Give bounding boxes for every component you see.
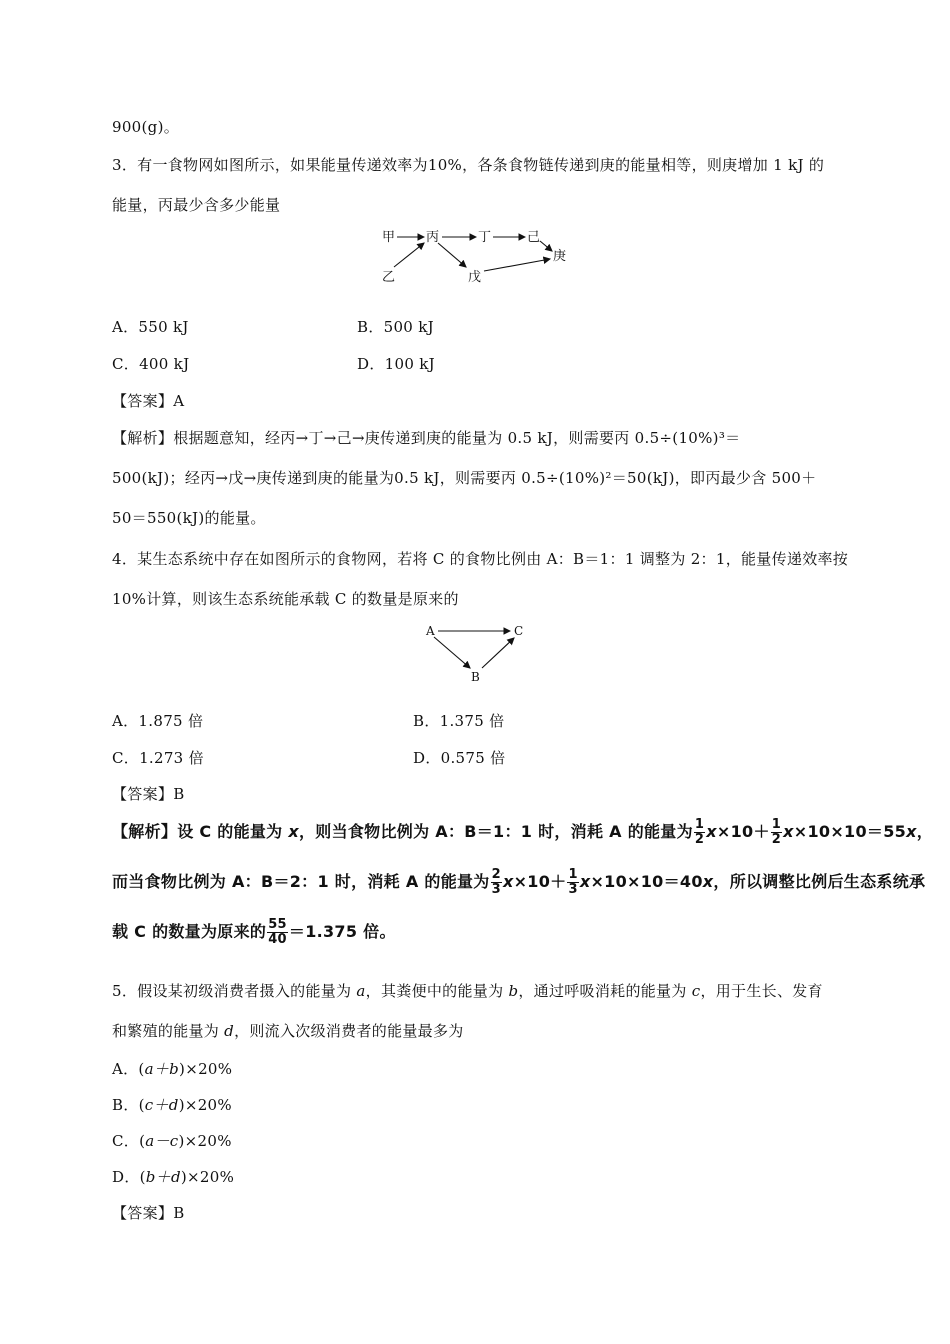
- var-x: x: [502, 872, 514, 891]
- node-c: C: [514, 624, 524, 638]
- opt-text: )×20%: [179, 1060, 233, 1078]
- frac-num: 1: [694, 817, 705, 832]
- q4-analysis-text: ×10＋: [513, 872, 567, 891]
- opt-text: A．(: [112, 1060, 145, 1078]
- var-x: x: [288, 822, 299, 841]
- node-yi: 乙: [382, 270, 396, 285]
- node-ding: 丁: [478, 230, 492, 245]
- frac-num: 55: [268, 917, 287, 932]
- q3-analysis-line3: 50＝550(kJ)的能量。: [112, 509, 266, 527]
- q4-analysis-text: ，: [916, 822, 933, 841]
- q4-analysis-text: ×10＋: [716, 822, 770, 841]
- frac-num: 1: [568, 867, 578, 882]
- var-x: x: [906, 822, 917, 841]
- q5-option-b: [112, 1094, 232, 1115]
- q4-option-d: D．0.575 倍: [413, 749, 506, 767]
- continued-text: 900(g)。: [112, 118, 180, 136]
- node-a: A: [426, 624, 435, 638]
- q3-option-d: D．100 kJ: [357, 355, 435, 373]
- opt-expr: c＋d: [144, 1096, 179, 1114]
- q5-option-c: [112, 1130, 232, 1151]
- opt-text: )×20%: [180, 1168, 235, 1186]
- fraction-two-thirds: [491, 868, 502, 897]
- q3-analysis-line1: 【解析】根据题意知，经丙→丁→己→庚传递到庚的能量为 0.5 kJ，则需要丙 0.5÷(10%)³＝: [112, 429, 741, 447]
- q5-text: ，其粪便中的能量为: [365, 982, 509, 1000]
- fraction-one-third: [567, 868, 578, 897]
- q3-analysis-line2: 500(kJ)；经丙→戊→庚传递到庚的能量为0.5 kJ，则需要丙 0.5÷(10%)²＝50(kJ)，即丙最少含 500＋: [112, 469, 817, 487]
- var-x: x: [706, 822, 717, 841]
- q3-food-web-diagram: [380, 227, 580, 287]
- opt-text: D．(: [112, 1168, 146, 1186]
- var-c: c: [691, 982, 701, 1000]
- var-a: a: [356, 982, 366, 1000]
- opt-text: B．(: [112, 1096, 145, 1114]
- frac-den: 2: [771, 832, 782, 847]
- opt-text: )×20%: [178, 1096, 232, 1114]
- q4-option-c: C．1.273 倍: [112, 749, 204, 767]
- var-x: x: [702, 872, 714, 891]
- q4-analysis-text: ，所以调整比例后生态系统承: [713, 872, 926, 891]
- opt-expr: a＋b: [144, 1060, 180, 1078]
- frac-num: 2: [491, 867, 501, 882]
- var-d: d: [224, 1022, 235, 1040]
- opt-expr: a－c: [145, 1132, 179, 1150]
- q4-analysis-text: ，则当食物比例为 A：B＝1：1 时，消耗 A 的能量为: [298, 822, 693, 841]
- node-wu: 戊: [468, 270, 482, 285]
- q4-analysis-line1: [112, 818, 933, 847]
- q3-answer: 【答案】A: [112, 392, 185, 410]
- node-ji: 己: [527, 230, 541, 245]
- opt-text: )×20%: [178, 1132, 232, 1150]
- q4-food-web-diagram: [424, 621, 534, 685]
- fraction-55-40: [267, 918, 288, 947]
- node-b: B: [471, 670, 480, 684]
- q5-stem-line2: [112, 1020, 464, 1041]
- q5-text: ，则流入次级消费者的能量最多为: [234, 1022, 464, 1040]
- frac-den: 40: [268, 932, 287, 947]
- q4-analysis-text: 载 C 的数量为原来的: [112, 922, 267, 941]
- var-x: x: [783, 822, 794, 841]
- node-jia: 甲: [382, 230, 396, 245]
- q4-analysis-text: ＝1.375 倍。: [288, 922, 396, 941]
- q4-option-b: B．1.375 倍: [413, 712, 505, 730]
- q4-option-a: A．1.875 倍: [112, 712, 204, 730]
- fraction-half: [771, 818, 782, 847]
- q5-text: ，用于生长、发育: [700, 982, 823, 1000]
- q4-analysis-text: 而当食物比例为 A：B＝2：1 时，消耗 A 的能量为: [112, 872, 490, 891]
- var-b: b: [508, 982, 519, 1000]
- q4-stem-line2: 10%计算，则该生态系统能承载 C 的数量是原来的: [112, 590, 459, 608]
- frac-num: 1: [771, 817, 782, 832]
- q3-option-c: C．400 kJ: [112, 355, 190, 373]
- q5-option-a: [112, 1058, 232, 1079]
- opt-expr: b＋d: [145, 1168, 181, 1186]
- q4-analysis-text: ×10×10＝55: [793, 822, 907, 841]
- node-geng: 庚: [553, 249, 567, 264]
- q3-stem-line2: 能量，丙最少含多少能量: [112, 196, 281, 214]
- q5-text: ，通过呼吸消耗的能量为: [518, 982, 692, 1000]
- frac-den: 2: [694, 832, 705, 847]
- q4-analysis-line3: [112, 918, 396, 947]
- frac-den: 3: [568, 882, 578, 897]
- q4-analysis-line2: [112, 868, 925, 897]
- q3-option-a: A．550 kJ: [112, 318, 189, 336]
- q4-analysis-text: 【解析】设 C 的能量为: [112, 822, 289, 841]
- node-bing: 丙: [426, 230, 440, 245]
- q3-stem-line1: 3．有一食物网如图所示，如果能量传递效率为10%，各条食物链传递到庚的能量相等，则庚增加 1 kJ 的: [112, 156, 825, 174]
- q4-stem-line1: 4．某生态系统中存在如图所示的食物网，若将 C 的食物比例由 A：B＝1：1 调整为 2：1，能量传递效率按: [112, 550, 849, 568]
- q5-answer: 【答案】B: [112, 1204, 185, 1222]
- opt-text: C．(: [112, 1132, 146, 1150]
- fraction-half: [694, 818, 705, 847]
- var-x: x: [579, 872, 591, 891]
- q4-analysis-text: ×10×10＝40: [590, 872, 703, 891]
- q4-answer: 【答案】B: [112, 785, 185, 803]
- frac-den: 3: [491, 882, 501, 897]
- q3-option-b: B．500 kJ: [357, 318, 434, 336]
- q5-option-d: [112, 1166, 234, 1187]
- q5-text: 5．假设某初级消费者摄入的能量为: [112, 982, 357, 1000]
- q5-stem-line1: [112, 980, 823, 1001]
- q5-text: 和繁殖的能量为: [112, 1022, 225, 1040]
